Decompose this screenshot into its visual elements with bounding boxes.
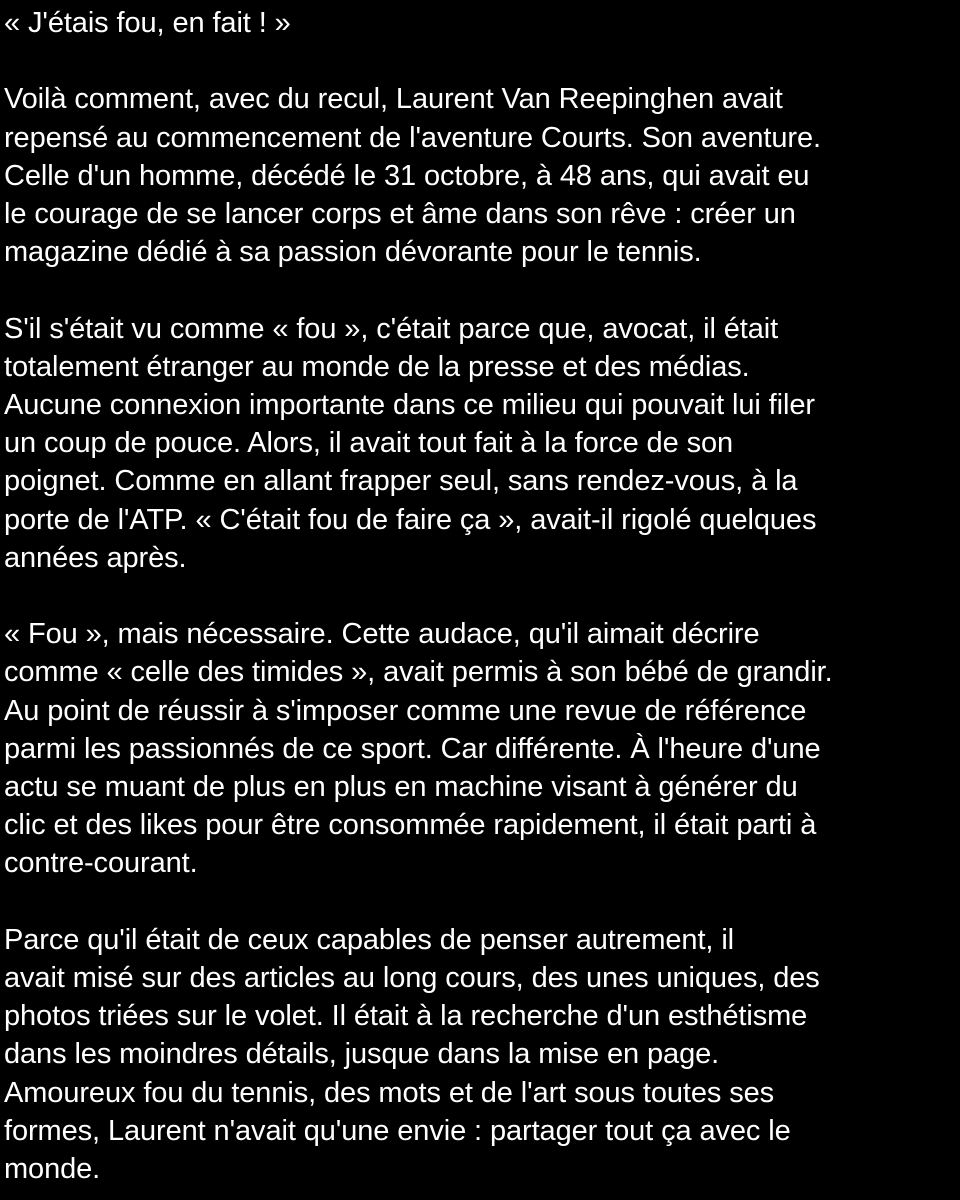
text-line: Celle d'un homme, décédé le 31 octobre, à 48 ans, qui avait eu <box>4 159 810 192</box>
text-line: S'il s'était vu comme « fou », c'était parce que, avocat, il était <box>4 312 779 345</box>
text-line: Aucune connexion importante dans ce milieu qui pouvait lui filer <box>4 389 815 421</box>
opening-quote-paragraph <box>4 4 956 42</box>
text-line: années après. <box>4 541 187 574</box>
text-line: totalement étranger au monde de la presse et des médias. <box>4 350 750 383</box>
text-line: Amoureux fou du tennis, des mots et de l'art sous toutes ses <box>4 1076 775 1109</box>
text-line: porte de l'ATP. « C'était fou de faire ça », avait-il rigolé quelques <box>4 503 817 536</box>
article-paragraph <box>4 310 956 577</box>
text-line: contre-courant. <box>4 847 198 880</box>
text-line: repensé au commencement de l'aventure Courts. Son aventure. <box>4 121 821 154</box>
text-line: « J'étais fou, en fait ! » <box>4 7 291 39</box>
text-line: formes, Laurent n'avait qu'une envie : partager tout ça avec le <box>4 1114 791 1147</box>
article-paragraph <box>4 921 956 1188</box>
text-line: comme « celle des timides », avait permis à son bébé de grandir. <box>4 656 833 689</box>
text-line: poignet. Comme en allant frapper seul, sans rendez-vous, à la <box>4 465 798 498</box>
text-line: Voilà comment, avec du recul, Laurent Van Reepinghen avait <box>4 83 783 116</box>
article-paragraph <box>4 615 956 882</box>
text-line: dans les moindres détails, jusque dans la mise en page. <box>4 1038 720 1071</box>
text-line: avait misé sur des articles au long cours, des unes uniques, des <box>4 962 820 995</box>
text-line: « Fou », mais nécessaire. Cette audace, qu'il aimait décrire <box>4 618 760 651</box>
text-line: actu se muant de plus en plus en machine visant à générer du <box>4 771 798 804</box>
text-line: le courage de se lancer corps et âme dans son rêve : créer un <box>4 198 796 230</box>
text-line: clic et des likes pour être consommée rapidement, il était parti à <box>4 809 817 842</box>
article-body <box>4 4 956 1188</box>
text-line: parmi les passionnés de ce sport. Car différente. À l'heure d'une <box>4 732 821 765</box>
text-line: Au point de réussir à s'imposer comme une revue de référence <box>4 694 807 727</box>
text-line: un coup de pouce. Alors, il avait tout fait à la force de son <box>4 427 734 460</box>
text-line: monde. <box>4 1153 101 1186</box>
article-paragraph <box>4 80 956 271</box>
text-line: photos triées sur le volet. Il était à la recherche d'un esthétisme <box>4 1000 808 1033</box>
text-line: magazine dédié à sa passion dévorante pour le tennis. <box>4 236 702 269</box>
text-line: Parce qu'il était de ceux capables de penser autrement, il <box>4 923 735 956</box>
